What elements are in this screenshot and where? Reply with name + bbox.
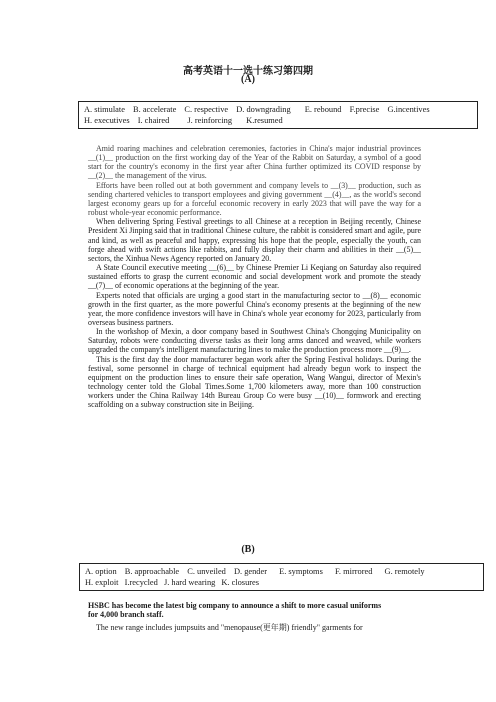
paragraph-4: A State Council executive meeting __(6)__ by Chinese Premier Li Keqiang on Saturday also required sustained efforts to grasp the current economic and social development work and promote the steady __(7)__ of economic operations at the beginning of the year. — [88, 263, 421, 291]
option-b-f: F. mirrored — [334, 567, 373, 576]
paragraph-5: Experts noted that officials are urging a good start in the manufacturing sector to __(8)__ economic growth in the first quarter, as the more powerful China's economy presents at the beginning of the new year, the more confidence investors will have in China's whole year economy for 2023, particularly from overseas business partners. — [88, 290, 421, 327]
paragraph-7: This is the first day the door manufacturer began work after the Spring Festival holidays. During the festival, some personnel in charge of technical equipment had already begun work to inspect the equipment on the production lines to ensure their safe operation, Wang Wangui, director of Mexin's technology center told the Global Times.Some 1,700 kilometers away, more than 100 construction workers under the China Railway 14th Bureau Group Co were busy __(10)__ formwork and erecting scaffolding on a subway construction site in Beijing. — [88, 354, 421, 410]
option-g: G.incentives — [387, 105, 430, 114]
option-a: A. stimulate — [84, 105, 125, 114]
option-k: K.resumed — [246, 116, 283, 125]
word-bank-row-1 — [84, 104, 473, 115]
paragraph-3: When delivering Spring Festival greetings to all Chinese at a reception in Beijing recently, Chinese President Xi Jinping said that in traditional Chinese culture, the rabbit is considered smart and agile, pure and kind, as well as peaceful and happy, expressing his hope that the people, especially the youth, can forge ahead with swift actions like rabbits, and fully display their charm and abilities in their __(5)__ sectors, the Xinhua News Agency reported on January 20. — [88, 217, 421, 263]
option-d: D. downgrading — [236, 105, 291, 114]
option-b-h: H. exploit — [85, 578, 119, 587]
option-b-jk: J. hard wearing — [163, 578, 216, 587]
section-b-label: (B) — [241, 544, 255, 555]
option-b-e: E. symptoms — [279, 567, 323, 576]
paragraph-1: Amid roaring machines and celebration ceremonies, factories in China's major industrial provinces __(1)__ production on the first working day of the Year of the Rabbit on Saturday, a symbol of a good start for the country's economy in the first year after China further optimized its COVID response by __(2)__ the management of the virus. — [88, 144, 421, 181]
section-b-lead-line-1: HSBC has become the latest big company to announce a shift to more casual uniforms — [88, 601, 382, 610]
option-h: H. executives — [84, 116, 130, 125]
option-j: J. reinforcing — [187, 116, 233, 125]
option-b-c: C. unveiled — [187, 567, 226, 576]
page-title: 高考英语十一选十练习第四期 — [183, 66, 313, 77]
section-a-passage — [88, 144, 421, 410]
section-b-lead-line-2: for 4,000 branch staff. — [88, 610, 164, 619]
word-bank-b-row-1 — [85, 566, 479, 577]
paragraph-6: In the workshop of Mexin, a door company based in Southwest China's Chongqing Municipality on Saturday, robots were conducting diverse tasks as their long arms danced and weaved, while workers upgraded the company's intelligent manufacturing lines to make the production process more __(9)__. — [88, 327, 421, 355]
section-b-paragraph-1: The new range includes jumpsuits and "menopause(更年期) friendly" garments for — [96, 623, 363, 632]
option-e: E. rebound — [304, 105, 342, 114]
word-bank-row-2 — [84, 115, 473, 126]
option-i: I. chaired — [137, 116, 170, 125]
option-b-k: K. closures — [221, 578, 260, 587]
word-bank-b-row-2 — [85, 577, 479, 588]
option-b-a: A. option — [85, 567, 117, 576]
option-b: B. accelerate — [133, 105, 177, 114]
section-a-label: (A) — [241, 74, 255, 85]
option-c: C. respective — [184, 105, 229, 114]
section-a-word-bank — [78, 101, 478, 129]
section-b-word-bank — [79, 563, 484, 591]
option-b-g: G. remotely — [384, 567, 425, 576]
option-f: F.precise — [349, 105, 380, 114]
option-b-b: B. approachable — [124, 567, 180, 576]
paragraph-2: Efforts have been rolled out at both government and company levels to __(3)__ production, such as sending chartered vehicles to transport employees and giving government __(4)__, as the world's second largest economy gears up for a forceful economic recovery in early 2023 that will pave the way for a robust whole-year economic performance. — [88, 180, 421, 218]
option-b-i: I.recycled — [124, 578, 158, 587]
option-b-d: D. gender — [233, 567, 267, 576]
